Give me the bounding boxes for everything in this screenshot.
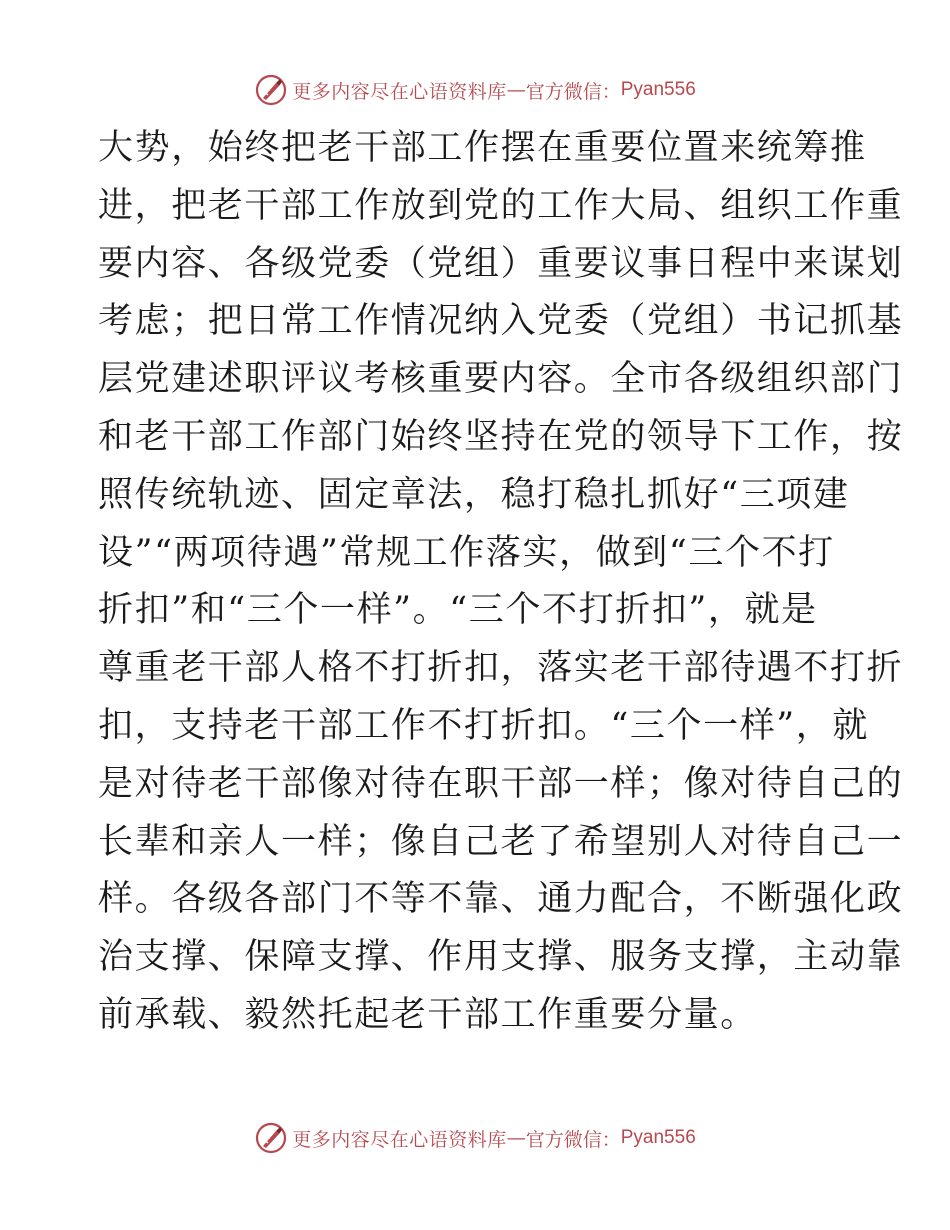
text-line: 设”“两项待遇”常规工作落实，做到“三个不打: [98, 532, 835, 573]
header-banner: [0, 70, 950, 110]
text-line: 进，把老干部工作放到党的工作大局、组织工作重: [98, 185, 904, 226]
header-site-text: 更多内容尽在心语资料库: [292, 80, 507, 103]
document-body: [98, 120, 904, 1045]
pen-logo-icon: [254, 1121, 288, 1155]
footer-site-text: 更多内容尽在心语资料库: [292, 1128, 507, 1151]
text-line: 前承载、毅然托起老干部工作重要分量。: [98, 994, 757, 1035]
text-line: 长辈和亲人一样；像自己老了希望别人对待自己一: [98, 821, 904, 862]
header-wechat-id: Pyan556: [620, 79, 696, 100]
text-line: 层党建述职评议考核重要内容。全市各级组织部门: [98, 359, 904, 400]
text-line: 考虑；把日常工作情况纳入党委（党组）书记抓基: [98, 301, 904, 342]
text-line: 要内容、各级党委（党组）重要议事日程中来谋划: [98, 243, 904, 284]
text-line: 是对待老干部像对待在职干部一样；像对待自己的: [98, 763, 904, 804]
pen-logo-icon: [254, 73, 288, 107]
header-wechat-label: 官方微信：: [525, 80, 621, 103]
footer-wechat-label: 官方微信：: [525, 1128, 621, 1151]
header-dash: —: [506, 79, 526, 101]
text-line: 和老干部工作部门始终坚持在党的领导下工作，按: [98, 416, 904, 457]
text-line: 尊重老干部人格不打折扣，落实老干部待遇不打折: [98, 648, 904, 689]
text-line: 折扣”和“三个一样”。“三个不打折扣”，就是: [98, 590, 818, 631]
text-line: 扣，支持老干部工作不打折扣。“三个一样”，就: [98, 705, 869, 746]
text-line: 大势，始终把老干部工作摆在重要位置来统筹推: [98, 128, 867, 168]
text-line: 照传统轨迹、固定章法，稳打稳扎抓好“三项建: [98, 474, 850, 515]
footer-wechat-id: Pyan556: [620, 1127, 696, 1148]
footer-dash: —: [506, 1127, 526, 1149]
text-line: 样。各级各部门不等不靠、通力配合，不断强化政: [98, 879, 904, 920]
text-line: 治支撑、保障支撑、作用支撑、服务支撑，主动靠: [98, 937, 904, 978]
footer-banner: [0, 1118, 950, 1158]
